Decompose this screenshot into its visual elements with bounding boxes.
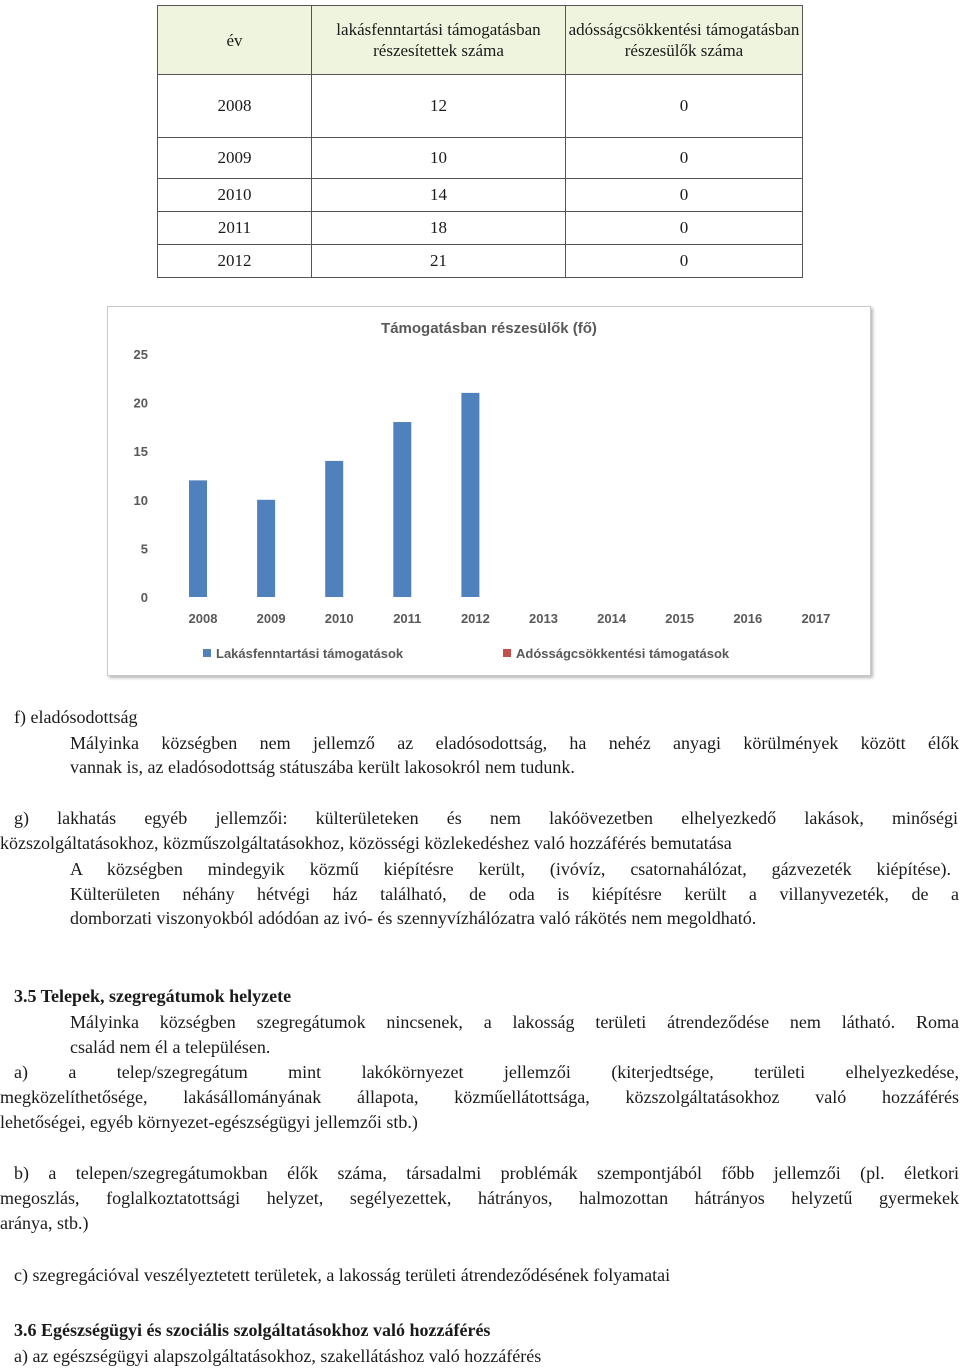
legend-label: Adósságcsökkentési támogatások [516,646,730,661]
table-cell: 14 [312,179,566,212]
y-tick-label: 10 [133,492,148,508]
x-tick-label: 2013 [529,611,558,626]
bar [325,461,343,597]
legend-label: Lakásfenntartási támogatások [216,646,404,661]
table-cell: 21 [312,245,566,278]
table-row [158,179,803,212]
bar [257,500,275,597]
support-table [157,5,803,278]
table-cell: 0 [566,212,803,245]
bar [461,393,479,597]
y-tick-label: 20 [133,395,148,411]
table-cell: 2011 [158,212,312,245]
section-g-paragraph-line: domborzati viszonyokból adódóan az ivó- és szennyvízhálózatra való rákötés nem megoldható. [70,908,757,928]
section-3-5-paragraph-line: család nem él a településen. [70,1037,271,1057]
col-header-housing-support: lakásfenntartási támogatásban részesítettek száma [312,6,566,75]
section-f-paragraph-line: Mályinka községben nem jellemző az eladósodottság, ha nehéz anyagi körülmények között élők [70,733,959,753]
section-g-paragraph-line: A községben mindegyik közmű kiépítésre került, (ivóvíz, csatornahálózat, gázvezeték kiépítése). [70,859,951,879]
col-header-year: év [158,6,312,75]
x-tick-label: 2012 [460,611,490,626]
table-cell: 0 [566,75,803,138]
section-c-line: c) szegregációval veszélyeztetett területek, a lakosság területi átrendeződésének folyamatai [14,1265,671,1285]
x-tick-label: 2008 [188,611,218,626]
section-f-title: f) eladósodottság [14,707,138,727]
table-cell: 18 [312,212,566,245]
table-cell: 2010 [158,179,312,212]
section-b-line: megoszlás, foglalkoztatottsági helyzet, segélyezettek, hátrányos, halmozottan hátrányos helyzetű gyermekek [0,1188,959,1208]
table-cell: 12 [312,75,566,138]
legend-swatch [503,649,511,657]
x-tick-label: 2011 [393,611,422,626]
section-f-paragraph-line: vannak is, az eladósodottság státuszába került lakosokról nem tudunk. [70,757,575,777]
col-header-debt-support: adósságcsökkentési támogatásban részesülők száma [566,6,803,75]
section-3-5-title: 3.5 Telepek, szegregátumok helyzete [14,986,292,1006]
table-row [158,138,803,179]
section-g-heading-line: közszolgáltatásokhoz, közműszolgáltatásokhoz, közösségi közlekedéshez való hozzáférés bemutatása [0,833,732,853]
y-tick-label: 15 [133,444,148,460]
table-cell: 2008 [158,75,312,138]
chart-svg [108,307,870,675]
table-cell: 0 [566,245,803,278]
y-tick-label: 5 [140,541,148,557]
section-3-5-paragraph-line: Mályinka községben szegregátumok nincsenek, a lakosság területi átrendeződése nem látható. Roma [70,1012,959,1032]
section-g-paragraph-line: Külterületen néhány hétvégi ház található, de oda is kiépítésre került a villanyvezeték, de a [70,884,959,904]
x-tick-label: 2009 [256,611,286,626]
section-3-6-title: 3.6 Egészségügyi és szociális szolgáltatásokhoz való hozzáférés [14,1320,491,1340]
support-chart [107,306,871,676]
table-row [158,212,803,245]
table-cell: 2012 [158,245,312,278]
section-3-6-item-a: a) az egészségügyi alapszolgáltatásokhoz, szakellátáshoz való hozzáférés [14,1346,542,1366]
bar [393,422,411,597]
section-a-line: lehetőségei, egyéb környezet-egészségügyi jellemzői stb.) [0,1112,418,1132]
section-a-line: a) a telep/szegregátum mint lakókörnyezet jellemzői (kiterjedtsége, területi elhelyezkedése, [14,1062,959,1082]
y-tick-label: 0 [140,590,148,605]
section-g-heading-line: g) lakhatás egyéb jellemzői: külterületeken és nem lakóövezetben elhelyezkedő lakások, minőségi [14,808,958,828]
section-a-line: megközelíthetősége, lakásállományának állapota, közműellátottsága, közszolgáltatásokhoz való hozzáférés [0,1087,959,1107]
table-row [158,75,803,138]
y-tick-label: 25 [133,347,148,362]
bar [189,480,207,597]
table-row [158,245,803,278]
x-tick-label: 2016 [733,611,763,626]
x-tick-label: 2014 [597,611,627,626]
legend-swatch [203,649,211,657]
section-b-line: b) a telepen/szegregátumokban élők száma, társadalmi problémák szempontjából főbb jellemzői (pl. életkori [14,1163,959,1183]
chart-title: Támogatásban részesülők (fő) [381,320,597,337]
table-cell: 0 [566,179,803,212]
x-tick-label: 2010 [324,611,354,626]
table-cell: 0 [566,138,803,179]
x-tick-label: 2017 [801,611,831,626]
table-cell: 2009 [158,138,312,179]
x-tick-label: 2015 [665,611,695,626]
table-cell: 10 [312,138,566,179]
section-b-line: aránya, stb.) [0,1213,89,1233]
